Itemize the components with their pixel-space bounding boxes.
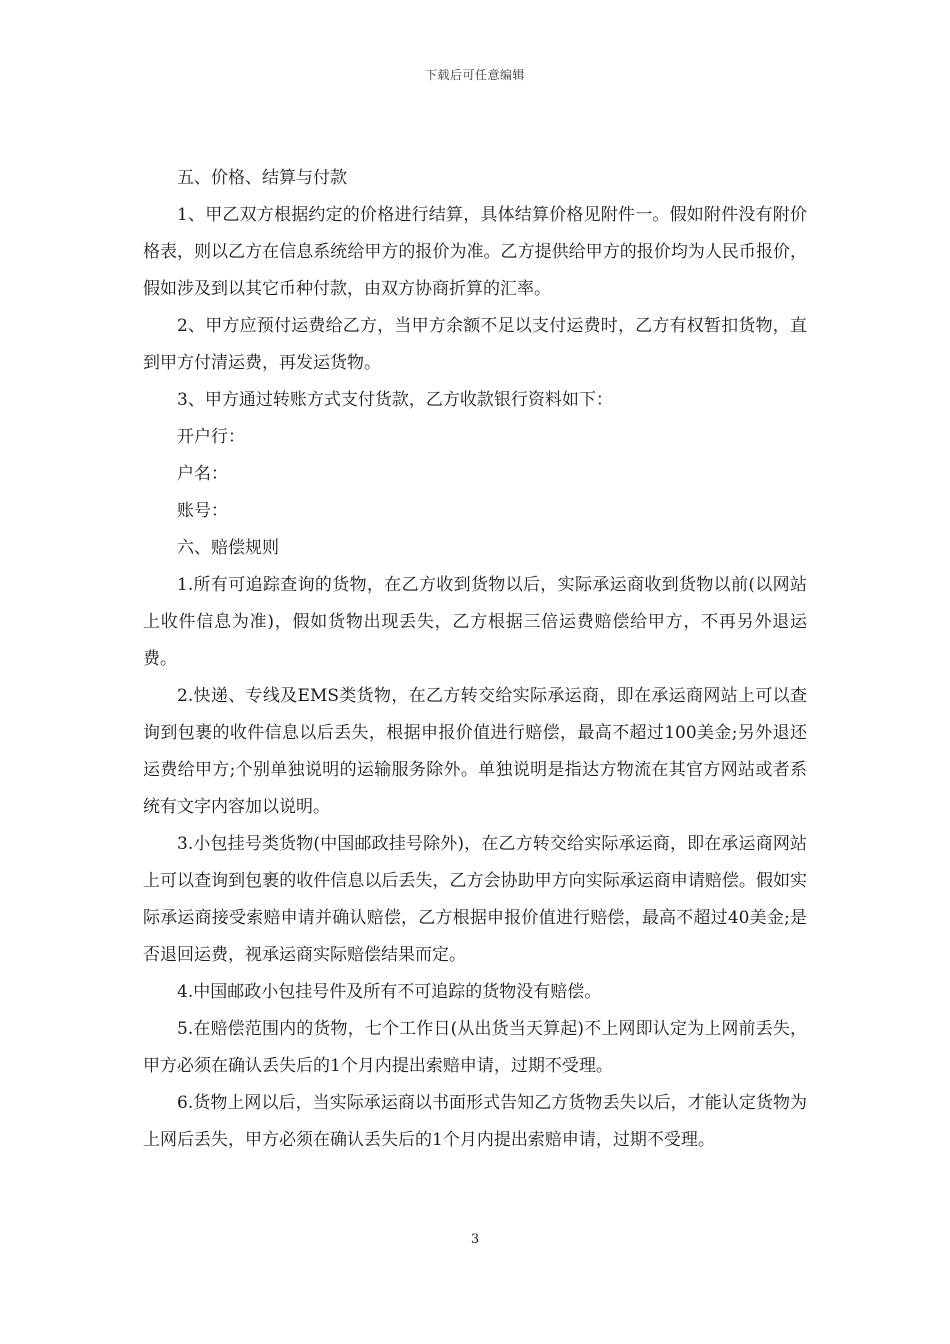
paragraph-compensation-2: 2.快递、专线及EMS类货物，在乙方转交给实际承运商，即在承运商网站上可以查询到包裹的收件信息以后丢失，根据申报价值进行赔偿，最高不超过100美金;另外退还运费给甲方;个别单独说明的运输服务除外。单独说明是指达方物流在其官方网站或者系统有文字内容加以说明。 <box>143 686 807 817</box>
section-heading-compensation: 六、赔偿规则 <box>177 538 279 558</box>
bank-field-account-number: 账号： <box>177 501 228 521</box>
document-body <box>143 160 807 1159</box>
paragraph-compensation-4: 4.中国邮政小包挂号件及所有不可追踪的货物没有赔偿。 <box>177 982 602 1002</box>
paragraph-compensation-5: 5.在赔偿范围内的货物，七个工作日(从出货当天算起)不上网即认定为上网前丢失，甲方必须在确认丢失后的1个月内提出索赔申请，过期不受理。 <box>143 1019 807 1076</box>
paragraph-compensation-6: 6.货物上网以后，当实际承运商以书面形式告知乙方货物丢失以后，才能认定货物为上网后丢失，甲方必须在确认丢失后的1个月内提出索赔申请，过期不受理。 <box>143 1093 807 1150</box>
paragraph-pricing-2: 2、甲方应预付运费给乙方，当甲方余额不足以支付运费时，乙方有权暂扣货物，直到甲方付清运费，再发运货物。 <box>143 316 807 373</box>
paragraph-pricing-1: 1、甲乙双方根据约定的价格进行结算，具体结算价格见附件一。假如附件没有附价格表，则以乙方在信息系统给甲方的报价为准。乙方提供给甲方的报价均为人民币报价，假如涉及到以其它币种付款，由双方协商折算的汇率。 <box>143 205 807 299</box>
section-heading-pricing: 五、价格、结算与付款 <box>177 168 347 188</box>
page-number: 3 <box>470 1232 480 1247</box>
paragraph-compensation-1: 1.所有可追踪查询的货物，在乙方收到货物以后，实际承运商收到货物以前(以网站上收件信息为准)，假如货物出现丢失，乙方根据三倍运费赔偿给甲方，不再另外退运费。 <box>143 575 807 669</box>
bank-field-account-name: 户名： <box>177 464 228 484</box>
paragraph-pricing-3: 3、甲方通过转账方式支付货款，乙方收款银行资料如下： <box>177 390 613 410</box>
page-header: 下载后可任意编辑 <box>424 68 525 82</box>
paragraph-compensation-3: 3.小包挂号类货物(中国邮政挂号除外)，在乙方转交给实际承运商，即在承运商网站上可以查询到包裹的收件信息以后丢失，乙方会协助甲方向实际承运商申请赔偿。假如实际承运商接受索赔申请并确认赔偿，乙方根据申报价值进行赔偿，最高不超过40美金;是否退回运费，视承运商实际赔偿结果而定。 <box>143 834 807 965</box>
bank-field-opening-bank: 开户行： <box>177 427 245 447</box>
